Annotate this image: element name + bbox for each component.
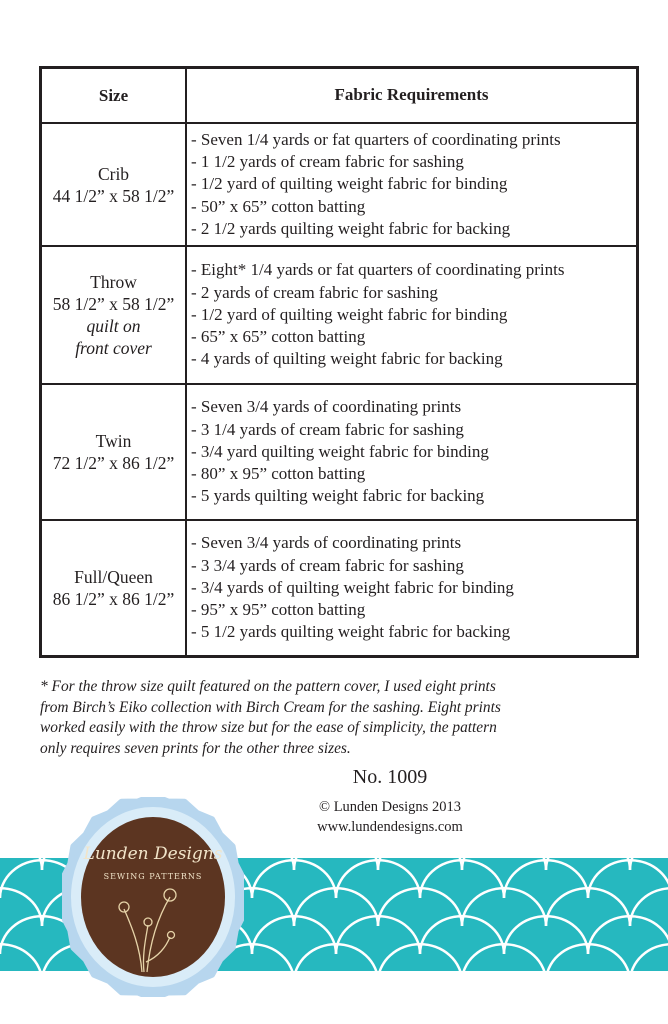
table-row-crib bbox=[42, 124, 636, 247]
requirement-item: - 1/2 yard of quilting weight fabric for binding bbox=[191, 174, 508, 194]
footnote-line: from Birch’s Eiko collection with Birch Cream for the sashing. Eight prints bbox=[40, 698, 501, 716]
requirement-item: - 1/2 yard of quilting weight fabric for binding bbox=[191, 304, 508, 324]
fabric-requirements-table bbox=[39, 66, 639, 658]
table-row-throw bbox=[42, 247, 636, 385]
size-dimensions: 86 1/2” x 86 1/2” bbox=[52, 589, 175, 609]
website-link[interactable]: www.lundendesigns.com bbox=[317, 819, 463, 835]
requirement-item: - 95” x 95” cotton batting bbox=[191, 600, 366, 620]
copyright-block bbox=[280, 797, 500, 837]
size-dimensions: 58 1/2” x 58 1/2” bbox=[52, 294, 175, 314]
footnote-line: worked easily with the throw size but for the ease of simplicity, the pattern bbox=[40, 719, 497, 736]
size-label: Throw bbox=[90, 272, 137, 292]
logo-name: Lunden Designs bbox=[83, 844, 223, 864]
requirement-item: - 3 1/4 yards of cream fabric for sashing bbox=[191, 419, 464, 439]
badge-core bbox=[81, 817, 225, 977]
requirement-item: - Seven 1/4 yards or fat quarters of coordinating prints bbox=[191, 129, 561, 149]
requirement-item: - 80” x 95” cotton batting bbox=[191, 464, 366, 484]
requirements-cell bbox=[187, 385, 636, 519]
size-cell bbox=[42, 385, 187, 519]
logo-tagline: SEWING PATTERNS bbox=[103, 872, 203, 881]
requirement-item: - 5 1/2 yards quilting weight fabric for backing bbox=[191, 622, 511, 642]
size-dimensions: 72 1/2” x 86 1/2” bbox=[52, 453, 175, 473]
size-note: quilt on bbox=[86, 316, 141, 336]
size-cell bbox=[42, 521, 187, 655]
header-size: Size bbox=[42, 69, 187, 122]
size-label: Full/Queen bbox=[74, 567, 153, 587]
requirement-item: - 2 yards of cream fabric for sashing bbox=[191, 282, 438, 302]
size-label: Crib bbox=[97, 163, 130, 184]
size-note: front cover bbox=[75, 338, 152, 358]
requirement-item: - Seven 3/4 yards of coordinating prints bbox=[191, 533, 462, 553]
requirement-item: - 3/4 yards of quilting weight fabric for binding bbox=[191, 577, 514, 597]
requirements-cell bbox=[187, 521, 636, 655]
table-row-twin bbox=[42, 385, 636, 521]
requirement-item: - 3 3/4 yards of cream fabric for sashing bbox=[191, 555, 464, 575]
requirements-cell bbox=[187, 124, 636, 245]
requirement-item: - Eight* 1/4 yards or fat quarters of coordinating prints bbox=[191, 260, 565, 280]
requirement-item: - 65” x 65” cotton batting bbox=[191, 327, 366, 347]
requirement-item: - 3/4 yard quilting weight fabric for binding bbox=[191, 441, 489, 461]
size-label: Twin bbox=[95, 431, 132, 451]
requirement-item: - 4 yards of quilting weight fabric for backing bbox=[191, 349, 503, 369]
requirement-item: - 2 1/2 yards quilting weight fabric for backing bbox=[191, 218, 511, 238]
size-cell bbox=[42, 247, 187, 383]
size-cell bbox=[42, 124, 187, 245]
table-header-row bbox=[42, 69, 636, 124]
requirement-item: - 5 yards quilting weight fabric for backing bbox=[191, 486, 485, 506]
footnote bbox=[40, 677, 650, 759]
footnote-line: * For the throw size quilt featured on the pattern cover, I used eight prints bbox=[40, 678, 496, 695]
copyright-text: © Lunden Designs 2013 bbox=[319, 799, 461, 815]
header-requirements: Fabric Requirements bbox=[334, 85, 489, 105]
requirement-item: - Seven 3/4 yards of coordinating prints bbox=[191, 397, 462, 417]
table-row-full-queen bbox=[42, 521, 636, 655]
pattern-number: No. 1009 bbox=[352, 766, 428, 788]
footnote-line: only requires seven prints for the other three sizes. bbox=[40, 739, 351, 757]
lunden-designs-logo bbox=[62, 797, 244, 997]
requirement-item: - 1 1/2 yards of cream fabric for sashing bbox=[191, 152, 464, 172]
size-dimensions: 44 1/2” x 58 1/2” bbox=[52, 185, 175, 206]
requirements-cell bbox=[187, 247, 636, 383]
requirement-item: - 50” x 65” cotton batting bbox=[191, 196, 366, 216]
